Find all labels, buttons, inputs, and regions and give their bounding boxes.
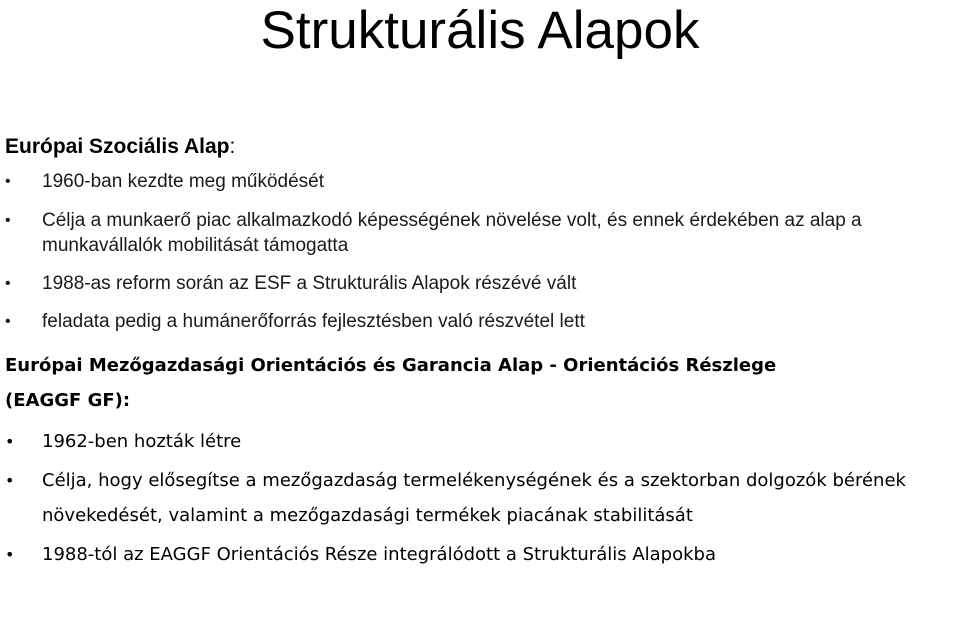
section-heading-esf-colon: : [229, 135, 236, 158]
list-item: • feladata pedig a humánerőforrás fejlesztésben való részvétel lett [0, 310, 960, 334]
list-item: • Célja a munkaerő piac alkalmazkodó képességének növelése volt, és ennek érdekében az alap a munkavállalók mobilitását támogatta [0, 208, 960, 258]
slide-content [0, 130, 960, 576]
list-item: • 1988-as reform során az ESF a Strukturális Alapok részévé vált [0, 272, 960, 296]
list-item: • 1960-ban kezdte meg működését [0, 170, 960, 194]
section-heading-esf-text: Európai Szociális Alap [5, 135, 230, 158]
section-heading-eaggf: Európai Mezőgazdasági Orientációs és Garancia Alap - Orientációs Részlege (EAGGF GF): [5, 355, 777, 411]
section-heading-esf [0, 130, 960, 164]
slide-title: Strukturális Alapok [260, 1, 700, 60]
list-item: • 1988-tól az EAGGF Orientációs Része integrálódott a Strukturális Alapokba [0, 537, 960, 572]
eaggf-bullet-list [0, 424, 960, 572]
list-item: • Célja, hogy elősegítse a mezőgazdaság termelékenységének és a szektorban dolgozók bérének növekedését, valamint a mezőgazdasági termékek piacának stabilitását [0, 463, 960, 533]
list-item: • 1962-ben hozták létre [0, 424, 960, 459]
esf-bullet-list [0, 170, 960, 334]
